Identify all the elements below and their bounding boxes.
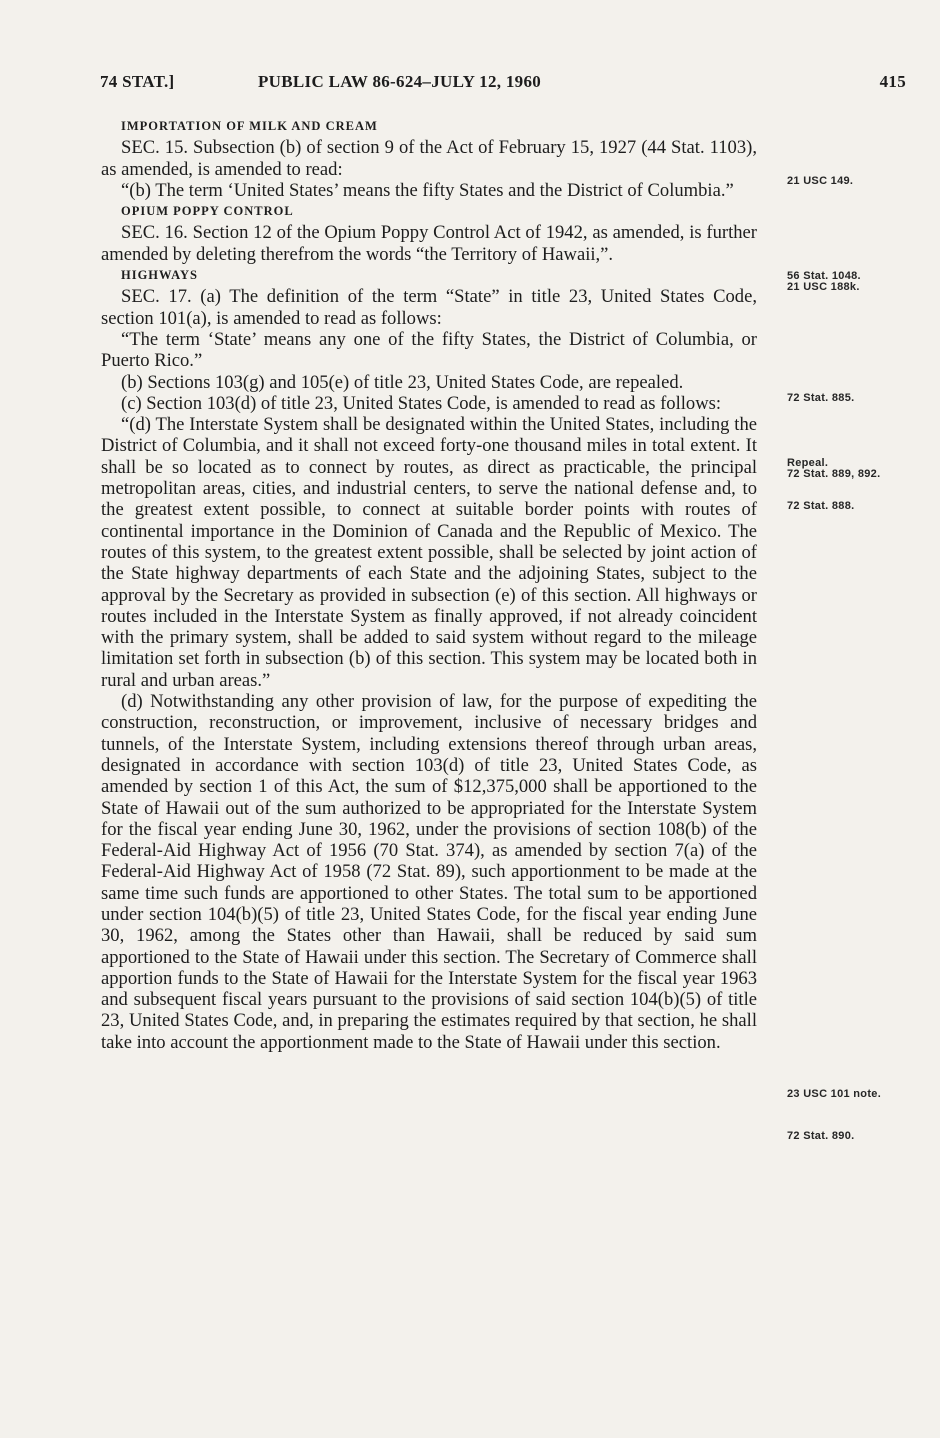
heading-milk-cream: IMPORTATION OF MILK AND CREAM xyxy=(121,119,378,133)
section-17c: (c) Section 103(d) of title 23, United States Code, is amended to read as follows: xyxy=(121,392,722,414)
section-17b: (b) Sections 103(g) and 105(e) of title 23, United States Code, are repealed. xyxy=(121,371,684,393)
margin-note-line: 56 Stat. 1048. xyxy=(787,270,861,282)
header-title: PUBLIC LAW 86-624–JULY 12, 1960 xyxy=(258,72,542,91)
margin-note-line: 21 USC 188k. xyxy=(787,281,860,293)
page-number: 415 xyxy=(879,72,906,91)
margin-note-72-stat-890: 72 Stat. 890. xyxy=(787,1130,855,1142)
body-text xyxy=(101,116,757,1053)
section-15: SEC. 15. Subsection (b) of section 9 of the Act of February 15, 1927 (44 Stat. 1103), as amended, is amended to read: xyxy=(101,137,757,180)
section-17c-quote: “(d) The Interstate System shall be designated within the United States, including the District of Columbia, and it shall not exceed forty-one thousand miles in total extent. It shall be so located as to connect by routes, as direct as practicable, the principal metropolitan areas, cities, and industrial centers, to serve the national defense and, to the greatest extent possible, to connect at suitable border points with routes of continental importance in the Dominion of Canada and the Republic of Mexico. The routes of this system, to the greatest extent possible, shall be selected by joint action of the State highway departments of each State and the adjoining States, subject to the approval by the Secretary as provided in subsection (e) of this section. All highways or routes included in the Interstate System as finally approved, if not already coincident with the primary system, shall be added to said system without regard to the mileage limitation set forth in subsection (b) of this section. This system may be located both in rural and urban areas.” xyxy=(101,414,757,691)
margin-note-56-stat-1048 xyxy=(787,271,861,293)
section-16: SEC. 16. Section 12 of the Opium Poppy Control Act of 1942, as amended, is further amended by deleting therefrom the words “the Territory of Hawaii,”. xyxy=(101,222,757,265)
margin-note-21-usc-149: 21 USC 149. xyxy=(787,175,854,187)
section-17a: SEC. 17. (a) The definition of the term “State” in title 23, United States Code, section 101(a), is amended to read as follows: xyxy=(101,286,757,329)
margin-note-repeal xyxy=(787,458,880,480)
section-17d: (d) Notwithstanding any other provision of law, for the purpose of expediting the construction, reconstruction, or improvement, inclusive of necessary bridges and tunnels, of the Interstate System, including extensions thereof through urban areas, designated in accordance with section 103(d) of title 23, United States Code, as amended by section 1 of this Act, the sum of $12,375,000 shall be apportioned to the State of Hawaii out of the sum authorized to be appropriated for the Interstate System for the fiscal year ending June 30, 1962, under the provisions of section 108(b) of the Federal-Aid Highway Act of 1956 (70 Stat. 374), as amended by section 7(a) of the Federal-Aid Highway Act of 1958 (72 Stat. 89), such apportionment to be made at the same time such funds are apportioned to other States. The total sum to be apportioned under section 104(b)(5) of title 23, United States Code, for the fiscal year ending June 30, 1962, among the States other than Hawaii, shall be reduced by said sum apportioned to the State of Hawaii under this section. The Secretary of Commerce shall apportion funds to the State of Hawaii for the Interstate System for the fiscal year 1963 and subsequent fiscal years pursuant to the provisions of said section 104(b)(5) of title 23, United States Code, and, in preparing the estimates required by that section, he shall take into account the apportionment made to the State of Hawaii under this section. xyxy=(101,691,757,1053)
margin-note-72-stat-888: 72 Stat. 888. xyxy=(787,500,855,512)
margin-note-line: Repeal. xyxy=(787,457,829,469)
margin-note-72-stat-885: 72 Stat. 885. xyxy=(787,392,855,404)
margin-note-23-usc-101: 23 USC 101 note. xyxy=(787,1088,882,1100)
header-volume: 74 STAT.] xyxy=(100,72,175,91)
section-15-quote: “(b) The term ‘United States’ means the fifty States and the District of Columbia.” xyxy=(121,179,734,201)
heading-highways: HIGHWAYS xyxy=(121,268,199,283)
running-header xyxy=(100,72,910,96)
section-17a-quote: “The term ‘State’ means any one of the fifty States, the District of Columbia, or Puerto Rico.” xyxy=(101,328,757,372)
heading-opium-poppy: OPIUM POPPY CONTROL xyxy=(121,204,294,219)
margin-note-line: 72 Stat. 889, 892. xyxy=(787,468,881,480)
